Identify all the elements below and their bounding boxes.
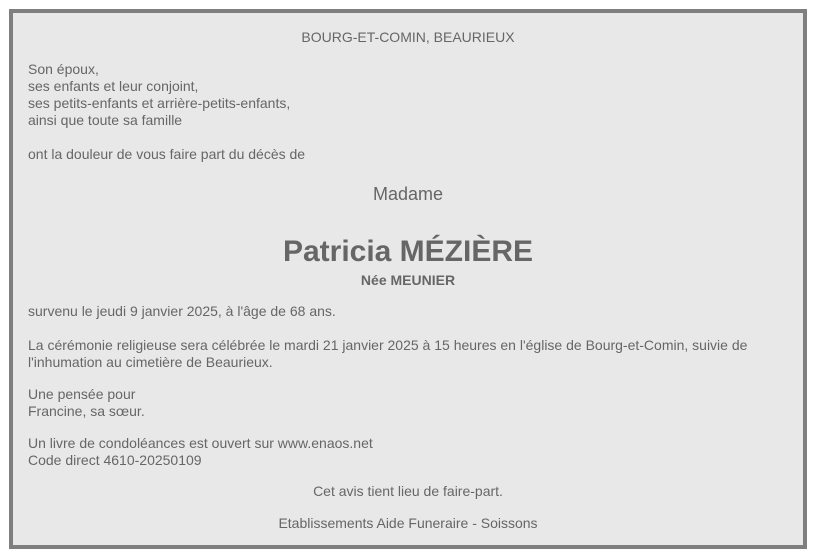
location-header: BOURG-ET-COMIN, BEAURIEUX — [301, 29, 515, 45]
death-details: survenu le jeudi 9 janvier 2025, à l'âge de 68 ans. — [28, 303, 336, 319]
ceremony-details: La cérémonie religieuse sera célébrée le mardi 21 janvier 2025 à 15 heures en l'église de Bourg-et-Comin, suivie de l'inhumation au cimetière de Beaurieux. — [28, 337, 748, 370]
family-line-spouse: Son époux, — [28, 61, 99, 77]
deceased-name: Patricia MÉZIÈRE — [282, 235, 534, 268]
funeral-home: Etablissements Aide Funeraire - Soissons — [278, 515, 538, 531]
thought-line-1: Une pensée pour — [28, 386, 136, 402]
obituary-card — [9, 9, 807, 549]
condolence-line-2: Code direct 4610-20250109 — [28, 452, 202, 468]
maiden-name: Née MEUNIER — [360, 272, 456, 288]
deceased-title: Madame — [372, 184, 444, 204]
family-line-grandchildren: ses petits-enfants et arrière-petits-enfants, — [28, 95, 291, 111]
condolence-line-1: Un livre de condoléances est ouvert sur www.enaos.net — [28, 435, 373, 451]
family-line-family: ainsi que toute sa famille — [28, 112, 183, 128]
family-line-children: ses enfants et leur conjoint, — [28, 78, 199, 94]
notice-text: Cet avis tient lieu de faire-part. — [313, 483, 503, 499]
announcement-text: ont la douleur de vous faire part du décès de — [28, 146, 306, 162]
thought-line-2: Francine, sa sœur. — [28, 403, 145, 419]
